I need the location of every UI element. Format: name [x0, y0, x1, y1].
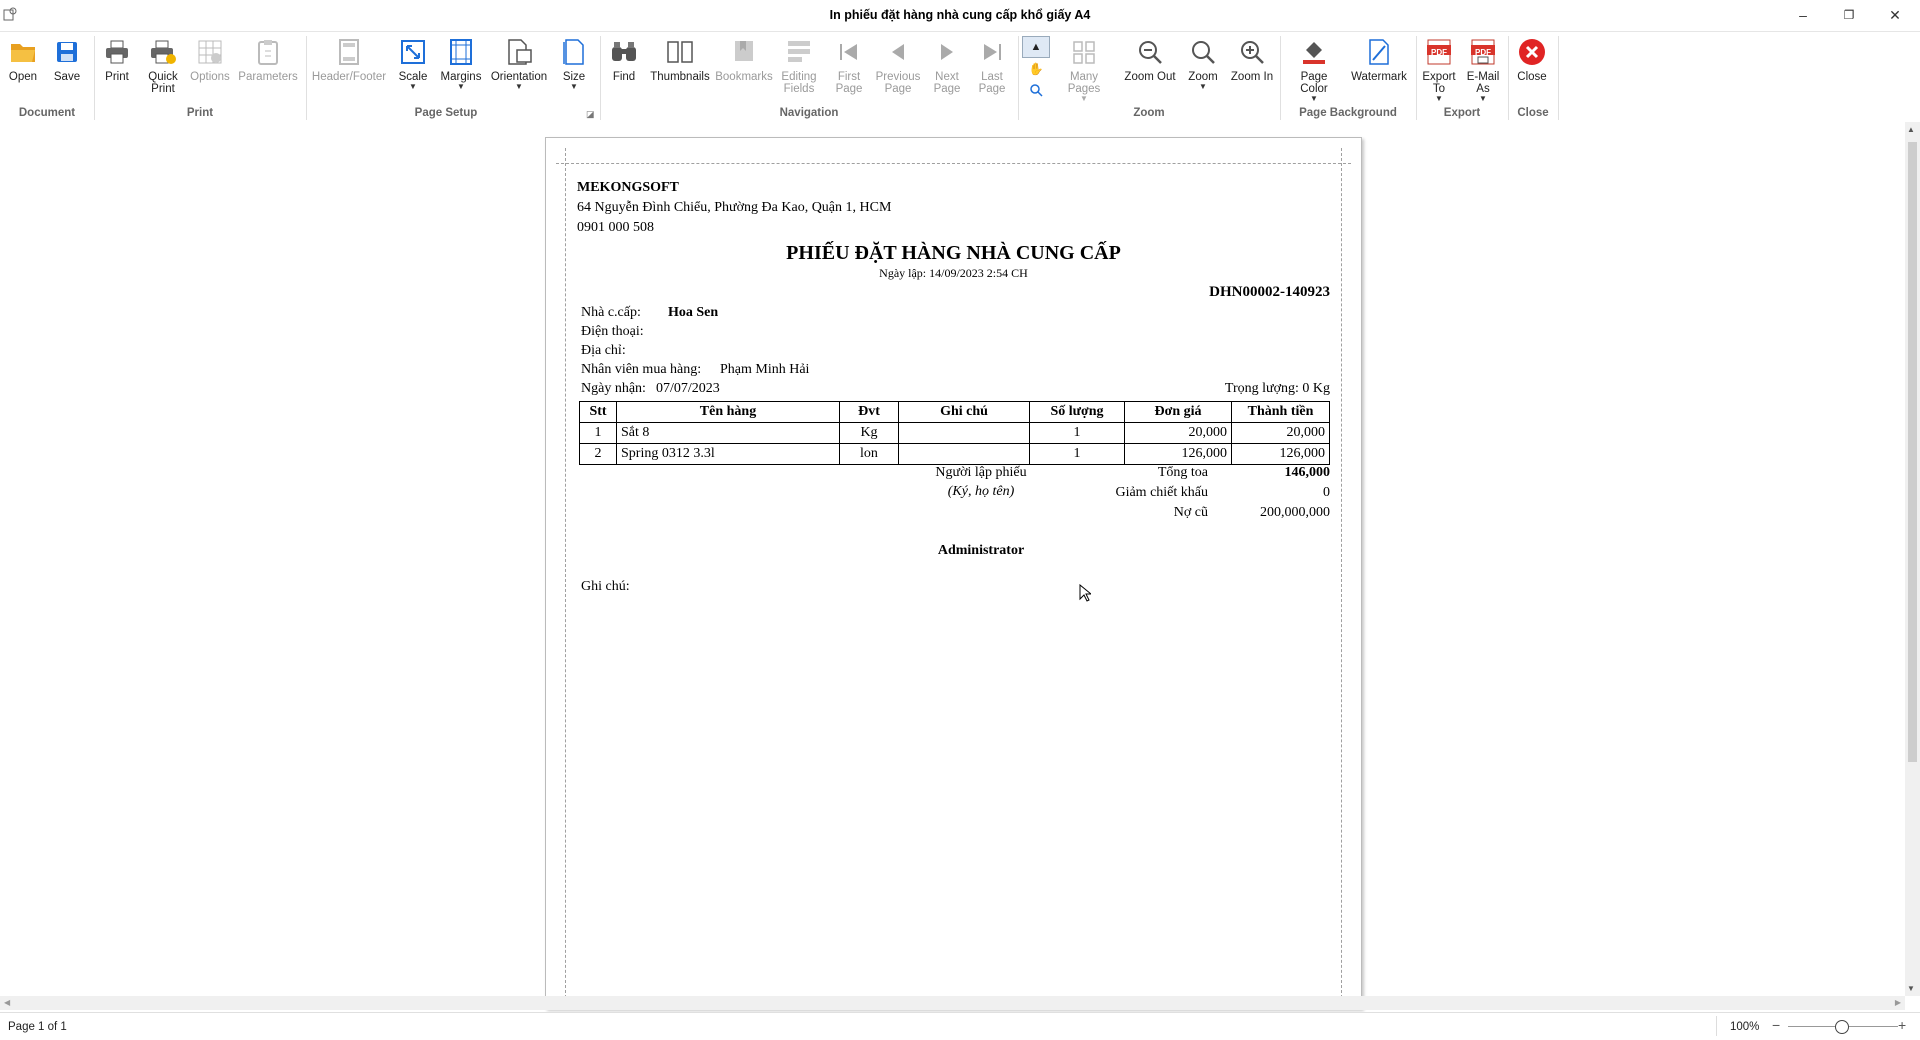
zoom-in-button[interactable]	[1230, 36, 1274, 83]
many-pages-label: Many Pages	[1067, 71, 1101, 95]
col-header-amount: Thành tiền	[1232, 402, 1330, 423]
thumbnails-label: Thumbnails	[650, 71, 710, 83]
scale-label: Scale	[398, 71, 428, 83]
scroll-right-icon[interactable]: ▶	[1894, 998, 1901, 1007]
order-code: DHN00002-140923	[1209, 284, 1330, 300]
scroll-left-icon[interactable]: ◀	[4, 998, 11, 1007]
items-table	[579, 401, 1330, 465]
email-pdf-text: PDF	[1475, 48, 1491, 57]
total-value: 146,000	[1284, 465, 1330, 480]
company-phone: 0901 000 508	[577, 220, 654, 235]
options-label: Options	[190, 71, 230, 83]
binoculars-icon	[608, 36, 640, 68]
quick-print-label-2: Print	[151, 83, 175, 95]
zoom-slider-plus-icon[interactable]: +	[1898, 1017, 1907, 1033]
open-button[interactable]	[6, 36, 40, 83]
zoom-button[interactable]	[1186, 36, 1220, 90]
page-color-button[interactable]	[1286, 36, 1342, 102]
email-as-button[interactable]	[1466, 36, 1500, 102]
many-pages-dropdown-icon: ▼	[1080, 94, 1088, 103]
zoom-in-icon	[1236, 36, 1268, 68]
mouse-cursor-icon	[1079, 584, 1091, 605]
cell-quantity: 1	[1030, 444, 1125, 465]
options-grid-icon	[194, 36, 226, 68]
close-label: Close	[1517, 71, 1547, 83]
first-page-icon	[833, 36, 865, 68]
next-page-label-1: Next	[935, 71, 959, 83]
print-button[interactable]	[100, 36, 134, 83]
group-label-page-setup: Page Setup	[414, 107, 478, 119]
clipboard-icon	[252, 36, 284, 68]
cell-amount: 126,000	[1232, 444, 1330, 465]
horizontal-scrollbar[interactable]	[0, 996, 1905, 1010]
cell-note	[899, 423, 1030, 444]
pointer-tool-button[interactable]	[1022, 36, 1050, 58]
minimize-button[interactable]: –	[1799, 7, 1807, 23]
options-button[interactable]	[188, 36, 232, 83]
col-header-note: Ghi chú	[899, 402, 1030, 423]
old-debt-value: 200,000,000	[1260, 505, 1330, 520]
pdf-email-icon	[1467, 36, 1499, 68]
ribbon-toolbar	[0, 31, 1920, 123]
zoom-slider-minus-icon[interactable]: −	[1772, 1017, 1781, 1033]
page-color-dropdown-icon: ▼	[1310, 94, 1318, 103]
email-as-label-2: As	[1476, 83, 1490, 95]
cell-stt: 2	[580, 444, 617, 465]
save-button[interactable]	[50, 36, 84, 83]
next-page-label-2: Page	[933, 83, 961, 95]
thumbnails-button[interactable]	[650, 36, 710, 83]
zoom-tool-icon[interactable]	[1026, 81, 1046, 99]
table-header-row	[580, 402, 1330, 423]
cell-amount: 20,000	[1232, 423, 1330, 444]
header-footer-button[interactable]	[312, 36, 386, 83]
previous-page-label-1: Previous	[875, 71, 921, 83]
page-setup-dialog-launcher-icon[interactable]: ◪	[586, 109, 595, 119]
creator-sign-hint: (Ký, họ tên)	[947, 484, 1015, 499]
cell-item-name: Spring 0312 3.3l	[617, 444, 840, 465]
group-label-close: Close	[1517, 107, 1549, 119]
zoom-slider-thumb[interactable]	[1835, 1020, 1849, 1034]
find-label: Find	[612, 71, 636, 83]
many-pages-button[interactable]	[1054, 36, 1114, 102]
cell-unit-price: 126,000	[1125, 444, 1232, 465]
total-label: Tổng toa	[1157, 465, 1208, 480]
first-page-label-2: Page	[835, 83, 863, 95]
last-page-icon	[976, 36, 1008, 68]
scale-icon	[397, 36, 429, 68]
receive-date-label: Ngày nhận:	[581, 381, 646, 396]
page-info: Page 1 of 1	[8, 1021, 67, 1033]
next-page-button[interactable]	[928, 36, 966, 95]
group-label-export: Export	[1443, 107, 1481, 119]
zoom-dropdown-icon: ▼	[1199, 82, 1207, 91]
editing-fields-label-1: Editing	[781, 71, 817, 83]
paint-bucket-icon	[1298, 36, 1330, 68]
export-to-dropdown-icon: ▼	[1435, 94, 1443, 103]
previous-page-icon	[882, 36, 914, 68]
created-date: Ngày lập: 14/09/2023 2:54 CH	[879, 266, 1028, 280]
close-circle-icon	[1516, 36, 1548, 68]
document-title: PHIẾU ĐẶT HÀNG NHÀ CUNG CẤP	[786, 242, 1121, 264]
col-header-unit-price: Đơn giá	[1125, 402, 1232, 423]
cell-quantity: 1	[1030, 423, 1125, 444]
cell-stt: 1	[580, 423, 617, 444]
scale-button[interactable]	[396, 36, 430, 90]
window-title: In phiếu đặt hàng nhà cung cấp khổ giấy A4	[829, 8, 1091, 22]
buyer-value: Phạm Minh Hải	[720, 362, 810, 377]
receive-date-value: 07/07/2023	[656, 381, 720, 396]
page-color-label: Page Color	[1300, 71, 1328, 95]
open-label: Open	[8, 71, 38, 83]
col-header-stt: Stt	[580, 402, 617, 423]
restore-button[interactable]: ❐	[1843, 8, 1855, 22]
address-label: Địa chỉ:	[581, 343, 626, 358]
find-button[interactable]	[606, 36, 642, 83]
folder-icon	[7, 36, 39, 68]
group-label-page-background: Page Background	[1299, 107, 1397, 119]
size-label: Size	[562, 71, 586, 83]
bookmark-icon	[728, 36, 760, 68]
quick-print-button[interactable]	[144, 36, 182, 95]
print-label: Print	[105, 71, 129, 83]
old-debt-label: Nợ cũ	[1173, 505, 1208, 520]
zoom-in-label: Zoom In	[1230, 71, 1274, 83]
header-footer-label: Header/Footer	[311, 71, 387, 83]
cell-unit: Kg	[840, 423, 899, 444]
first-page-button[interactable]	[830, 36, 868, 95]
many-pages-icon	[1068, 36, 1100, 68]
bookmarks-button[interactable]	[716, 36, 772, 83]
previous-page-label-2: Page	[884, 83, 912, 95]
creator-name: Administrator	[937, 543, 1025, 558]
col-header-item-name: Tên hàng	[617, 402, 840, 423]
zoom-out-label: Zoom Out	[1124, 71, 1176, 83]
export-to-label-1: Export	[1422, 71, 1456, 83]
margins-dropdown-icon: ▼	[457, 82, 465, 91]
magnifier-icon	[1187, 36, 1219, 68]
last-page-label-2: Page	[978, 83, 1006, 95]
floppy-disk-icon	[51, 36, 83, 68]
export-to-label-2: To	[1432, 83, 1446, 95]
email-as-label-1: E-Mail	[1466, 71, 1500, 83]
hand-tool-icon[interactable]: ✋	[1028, 62, 1044, 76]
last-page-button[interactable]	[974, 36, 1010, 95]
last-page-label-1: Last	[981, 71, 1003, 83]
table-row	[580, 423, 1330, 444]
next-page-icon	[931, 36, 963, 68]
cell-note	[899, 444, 1030, 465]
quick-printer-icon	[147, 36, 179, 68]
zoom-out-button[interactable]	[1124, 36, 1176, 83]
printer-icon	[101, 36, 133, 68]
thumbnails-icon	[664, 36, 696, 68]
phone-label: Điện thoại:	[581, 324, 644, 339]
editing-fields-icon	[783, 36, 815, 68]
col-header-unit: Đvt	[840, 402, 899, 423]
watermark-button[interactable]	[1350, 36, 1408, 83]
save-label: Save	[53, 71, 81, 83]
zoom-level: 100%	[1730, 1021, 1760, 1033]
col-header-quantity: Số lượng	[1030, 402, 1125, 423]
email-as-dropdown-icon: ▼	[1479, 94, 1487, 103]
watermark-icon	[1363, 36, 1395, 68]
cell-unit-price: 20,000	[1125, 423, 1232, 444]
close-preview-button[interactable]	[1514, 36, 1550, 83]
cell-item-name: Sắt 8	[617, 423, 840, 444]
export-pdf-text: PDF	[1431, 48, 1447, 57]
editing-fields-label-2: Fields	[783, 83, 815, 95]
page-size-icon	[558, 36, 590, 68]
first-page-label-1: First	[837, 71, 861, 83]
parameters-label: Parameters	[238, 71, 298, 83]
group-label-print: Print	[186, 107, 214, 119]
title-bar	[0, 0, 1920, 31]
report-page	[545, 137, 1362, 1009]
quick-print-label-1: Quick	[148, 71, 178, 83]
export-to-button[interactable]	[1422, 36, 1456, 102]
editing-fields-button[interactable]	[778, 36, 820, 95]
orientation-dropdown-icon: ▼	[515, 82, 523, 91]
order-document	[546, 138, 1361, 1008]
orientation-button[interactable]	[490, 36, 548, 90]
vertical-scroll-thumb[interactable]	[1908, 142, 1917, 762]
supplier-value: Hoa Sen	[668, 305, 719, 320]
group-label-zoom: Zoom	[1133, 107, 1165, 119]
orientation-label: Orientation	[490, 71, 548, 83]
size-button[interactable]	[558, 36, 590, 90]
group-label-navigation: Navigation	[779, 107, 839, 119]
orientation-icon	[503, 36, 535, 68]
zoom-label: Zoom	[1188, 71, 1218, 83]
bookmarks-label: Bookmarks	[715, 71, 773, 83]
pdf-export-icon	[1423, 36, 1455, 68]
status-bar	[0, 1012, 1920, 1040]
close-window-button[interactable]: ✕	[1889, 6, 1901, 23]
scale-dropdown-icon: ▼	[409, 82, 417, 91]
zoom-out-icon	[1134, 36, 1166, 68]
table-row	[580, 444, 1330, 465]
scroll-down-icon[interactable]: ▼	[1907, 984, 1915, 993]
margins-label: Margins	[440, 71, 482, 83]
vertical-scrollbar[interactable]	[1905, 122, 1920, 996]
cell-unit: lon	[840, 444, 899, 465]
header-footer-icon	[333, 36, 365, 68]
discount-value: 0	[1323, 485, 1330, 500]
scroll-up-icon[interactable]: ▲	[1907, 125, 1915, 134]
group-label-document: Document	[18, 107, 76, 119]
note-label: Ghi chú:	[581, 579, 630, 594]
company-name: MEKONGSOFT	[577, 180, 679, 195]
company-address: 64 Nguyễn Đình Chiểu, Phường Đa Kao, Quận 1, HCM	[577, 200, 892, 215]
creator-label: Người lập phiếu	[935, 465, 1027, 480]
margins-button[interactable]	[440, 36, 482, 90]
parameters-button[interactable]	[238, 36, 298, 83]
watermark-label: Watermark	[1351, 71, 1407, 83]
discount-label: Giảm chiết khấu	[1115, 485, 1208, 500]
pointer-icon: ▲	[1030, 41, 1042, 53]
buyer-label: Nhân viên mua hàng:	[581, 362, 702, 377]
weight-text: Trọng lượng: 0 Kg	[1224, 381, 1330, 396]
supplier-label: Nhà c.cấp:	[581, 305, 641, 320]
size-dropdown-icon: ▼	[570, 82, 578, 91]
previous-page-button[interactable]	[874, 36, 922, 95]
margins-icon	[445, 36, 477, 68]
